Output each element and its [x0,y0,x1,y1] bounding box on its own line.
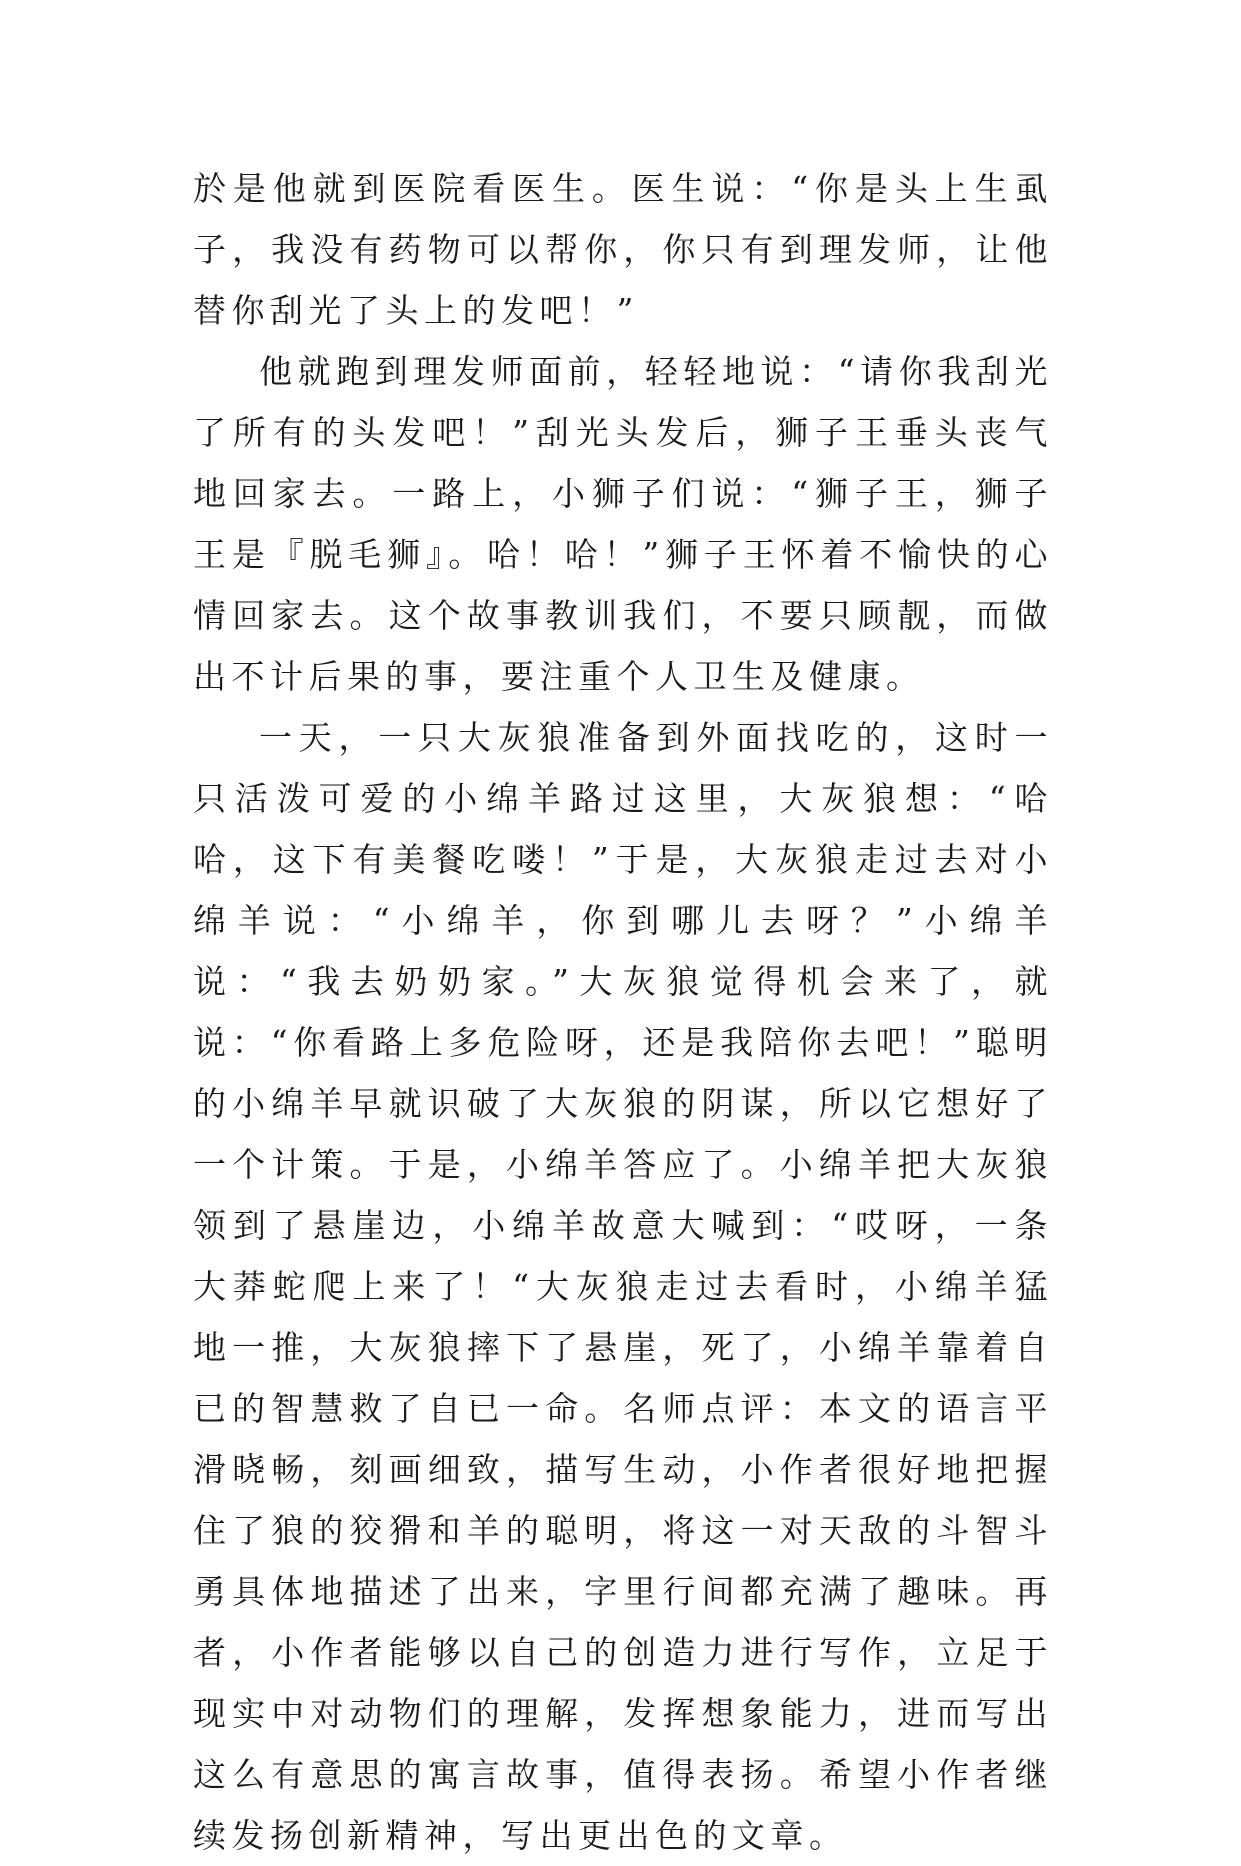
body-text [193,158,1053,1866]
paragraph-1: 於是他就到医院看医生。医生说：“你是头上生虱子，我没有药物可以帮你，你只有到理发师，让他替你刮光了头上的发吧！” [193,169,1053,330]
paragraph-3: 一天，一只大灰狼准备到外面找吃的，这时一只活泼可爱的小绵羊路过这里，大灰狼想：“哈哈，这下有美餐吃喽！”于是，大灰狼走过去对小绵羊说：“小绵羊，你到哪儿去呀？”小绵羊说：“我去奶奶家。”大灰狼觉得机会来了，就说：“你看路上多危险呀，还是我陪你去吧！”聪明的小绵羊早就识破了大灰狼的阴谋，所以它想好了一个计策。于是，小绵羊答应了。小绵羊把大灰狼领到了悬崖边，小绵羊故意大喊到：“哎呀，一条大莽蛇爬上来了！“大灰狼走过去看时，小绵羊猛地一推，大灰狼摔下了悬崖，死了，小绵羊靠着自已的智慧救了自已一命。名师点评：本文的语言平滑晓畅，刻画细致，描写生动，小作者很好地把握住了狼的狡猾和羊的聪明，将这一对天敌的斗智斗勇具体地描述了出来，字里行间都充满了趣味。再者，小作者能够以自己的创造力进行写作，立足于现实中对动物们的理解，发挥想象能力，进而写出这么有意思的寓言故事，值得表扬。希望小作者继续发扬创新精神，写出更出色的文章。 [193,718,1053,1855]
paragraph-2: 他就跑到理发师面前，轻轻地说：“请你我刮光了所有的头发吧！”刮光头发后，狮子王垂头丧气地回家去。一路上，小狮子们说：“狮子王，狮子王是『脱毛狮』。哈！哈！”狮子王怀着不愉快的心情回家去。这个故事教训我们，不要只顾靓，而做出不计后果的事，要注重个人卫生及健康。 [193,352,1053,696]
